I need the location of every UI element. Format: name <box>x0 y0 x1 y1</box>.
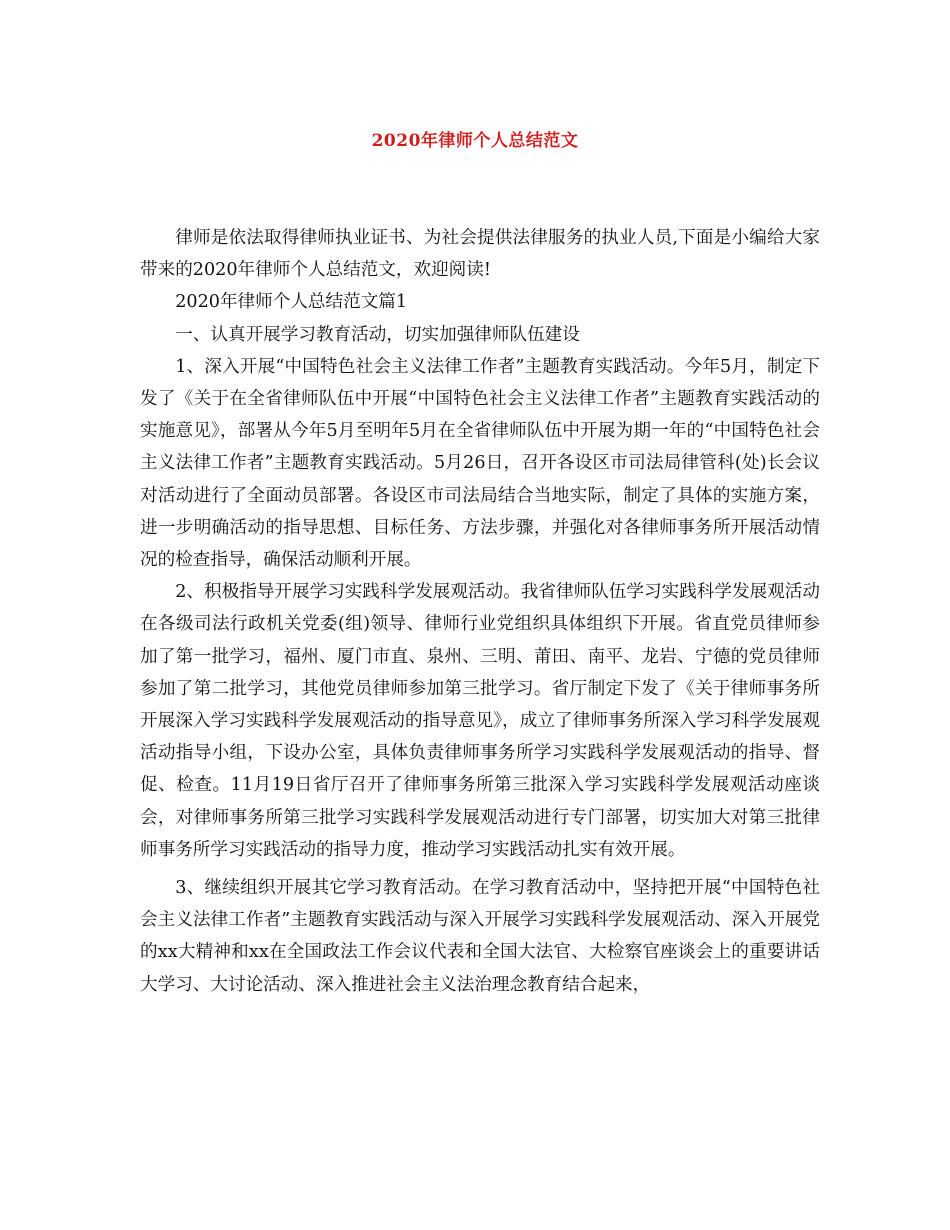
body-paragraph: 3、继续组织开展其它学习教育活动。在学习教育活动中，坚持把开展“中国特色社会主义法律工作者”主题教育实践活动与深入开展学习实践科学发展观活动、深入开展党的xx大精神和xx在全国政法工作会议代表和全国大法官、大检察官座谈会上的重要讲话大学习、大讨论活动、深入推进社会主义法治理念教育结合起来， <box>140 878 820 995</box>
body-paragraph: 2、积极指导开展学习实践科学发展观活动。我省律师队伍学习实践科学发展观活动在各级司法行政机关党委(组)领导、律师行业党组织具体组织下开展。省直党员律师参加了第一批学习，福州、厦门市直、泉州、三明、莆田、南平、龙岩、宁德的党员律师参加了第二批学习，其他党员律师参加第三批学习。省厅制定下发了《关于律师事务所开展深入学习实践科学发展观活动的指导意见》，成立了律师事务所深入学习科学发展观活动指导小组，下设办公室，具体负责律师事务所学习实践科学发展观活动的指导、督促、检查。11月19日省厅召开了律师事务所第三批深入学习实践科学发展观活动座谈会，对律师事务所第三批学习实践科学发展观活动进行专门部署，切实加大对第三批律师事务所学习实践活动的指导力度，推动学习实践活动扎实有效开展。 <box>140 582 820 860</box>
intro-paragraph: 律师是依法取得律师执业证书、为社会提供法律服务的执业人员,下面是小编给大家带来的2020年律师个人总结范文，欢迎阅读! <box>140 228 820 281</box>
document-title: 2020年律师个人总结范文 <box>371 131 579 151</box>
subsection-heading: 一、认真开展学习教育活动，切实加强律师队伍建设 <box>175 324 580 345</box>
section-heading: 2020年律师个人总结范文篇1 <box>175 292 408 313</box>
document-body <box>140 222 820 1001</box>
body-paragraph: 1、深入开展“中国特色社会主义法律工作者”主题教育实践活动。今年5月，制定下发了《关于在全省律师队伍中开展“中国特色社会主义法律工作者”主题教育实践活动的实施意见》，部署从今年5月至明年5月在全省律师队伍中开展为期一年的“中国特色社会主义法律工作者”主题教育实践活动。5月26日，召开各设区市司法局律管科(处)长会议对活动进行了全面动员部署。各设区市司法局结合当地实际，制定了具体的实施方案，进一步明确活动的指导思想、目标任务、方法步骤，并强化对各律师事务所开展活动情况的检查指导，确保活动顺利开展。 <box>140 356 820 571</box>
